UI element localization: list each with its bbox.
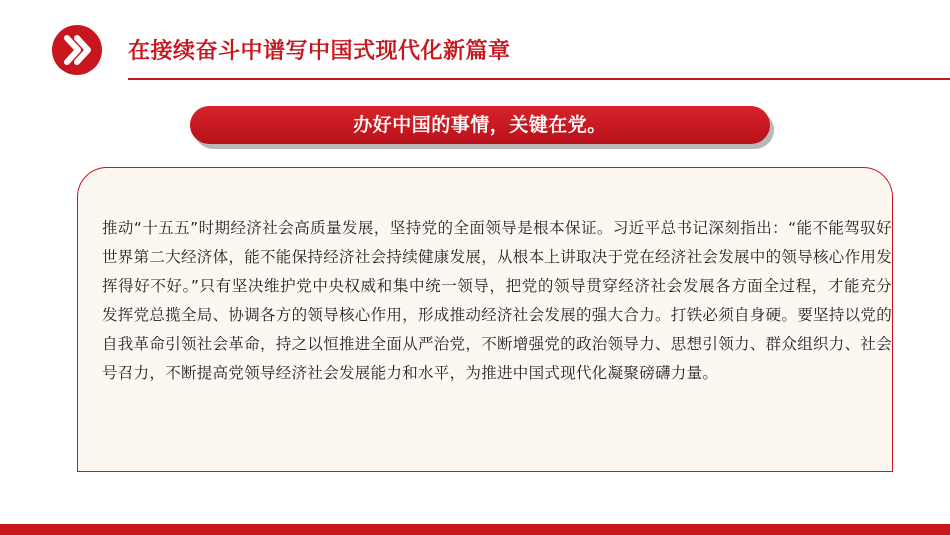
page-title: 在接续奋斗中谱写中国式现代化新篇章 (128, 39, 511, 64)
section-banner: 办好中国的事情，关键在党。 (190, 106, 770, 144)
double-chevron-right-icon (52, 25, 102, 75)
footer-bar (0, 524, 950, 535)
header-divider (128, 78, 950, 80)
header-logo (52, 25, 102, 75)
content-paragraph: 推动“十五五”时期经济社会高质量发展，坚持党的全面领导是根本保证。习近平总书记深刻指出：“能不能驾驭好世界第二大经济体，能不能保持经济社会持续健康发展，从根本上讲取决于党在经济社会发展中的领导核心作用发挥得好不好。”只有坚决维护党中央权威和集中统一领导，把党的领导贯穿经济社会发展各方面全过程，才能充分发挥党总揽全局、协调各方的领导核心作用，形成推动经济社会发展的强大合力。打铁必须自身硬。要坚持以党的自我革命引领社会革命，持之以恒推进全面从严治党，不断增强党的政治领导力、思想引领力、群众组织力、社会号召力，不断提高党领导经济社会发展能力和水平，为推进中国式现代化凝聚磅礴力量。 (102, 219, 893, 382)
